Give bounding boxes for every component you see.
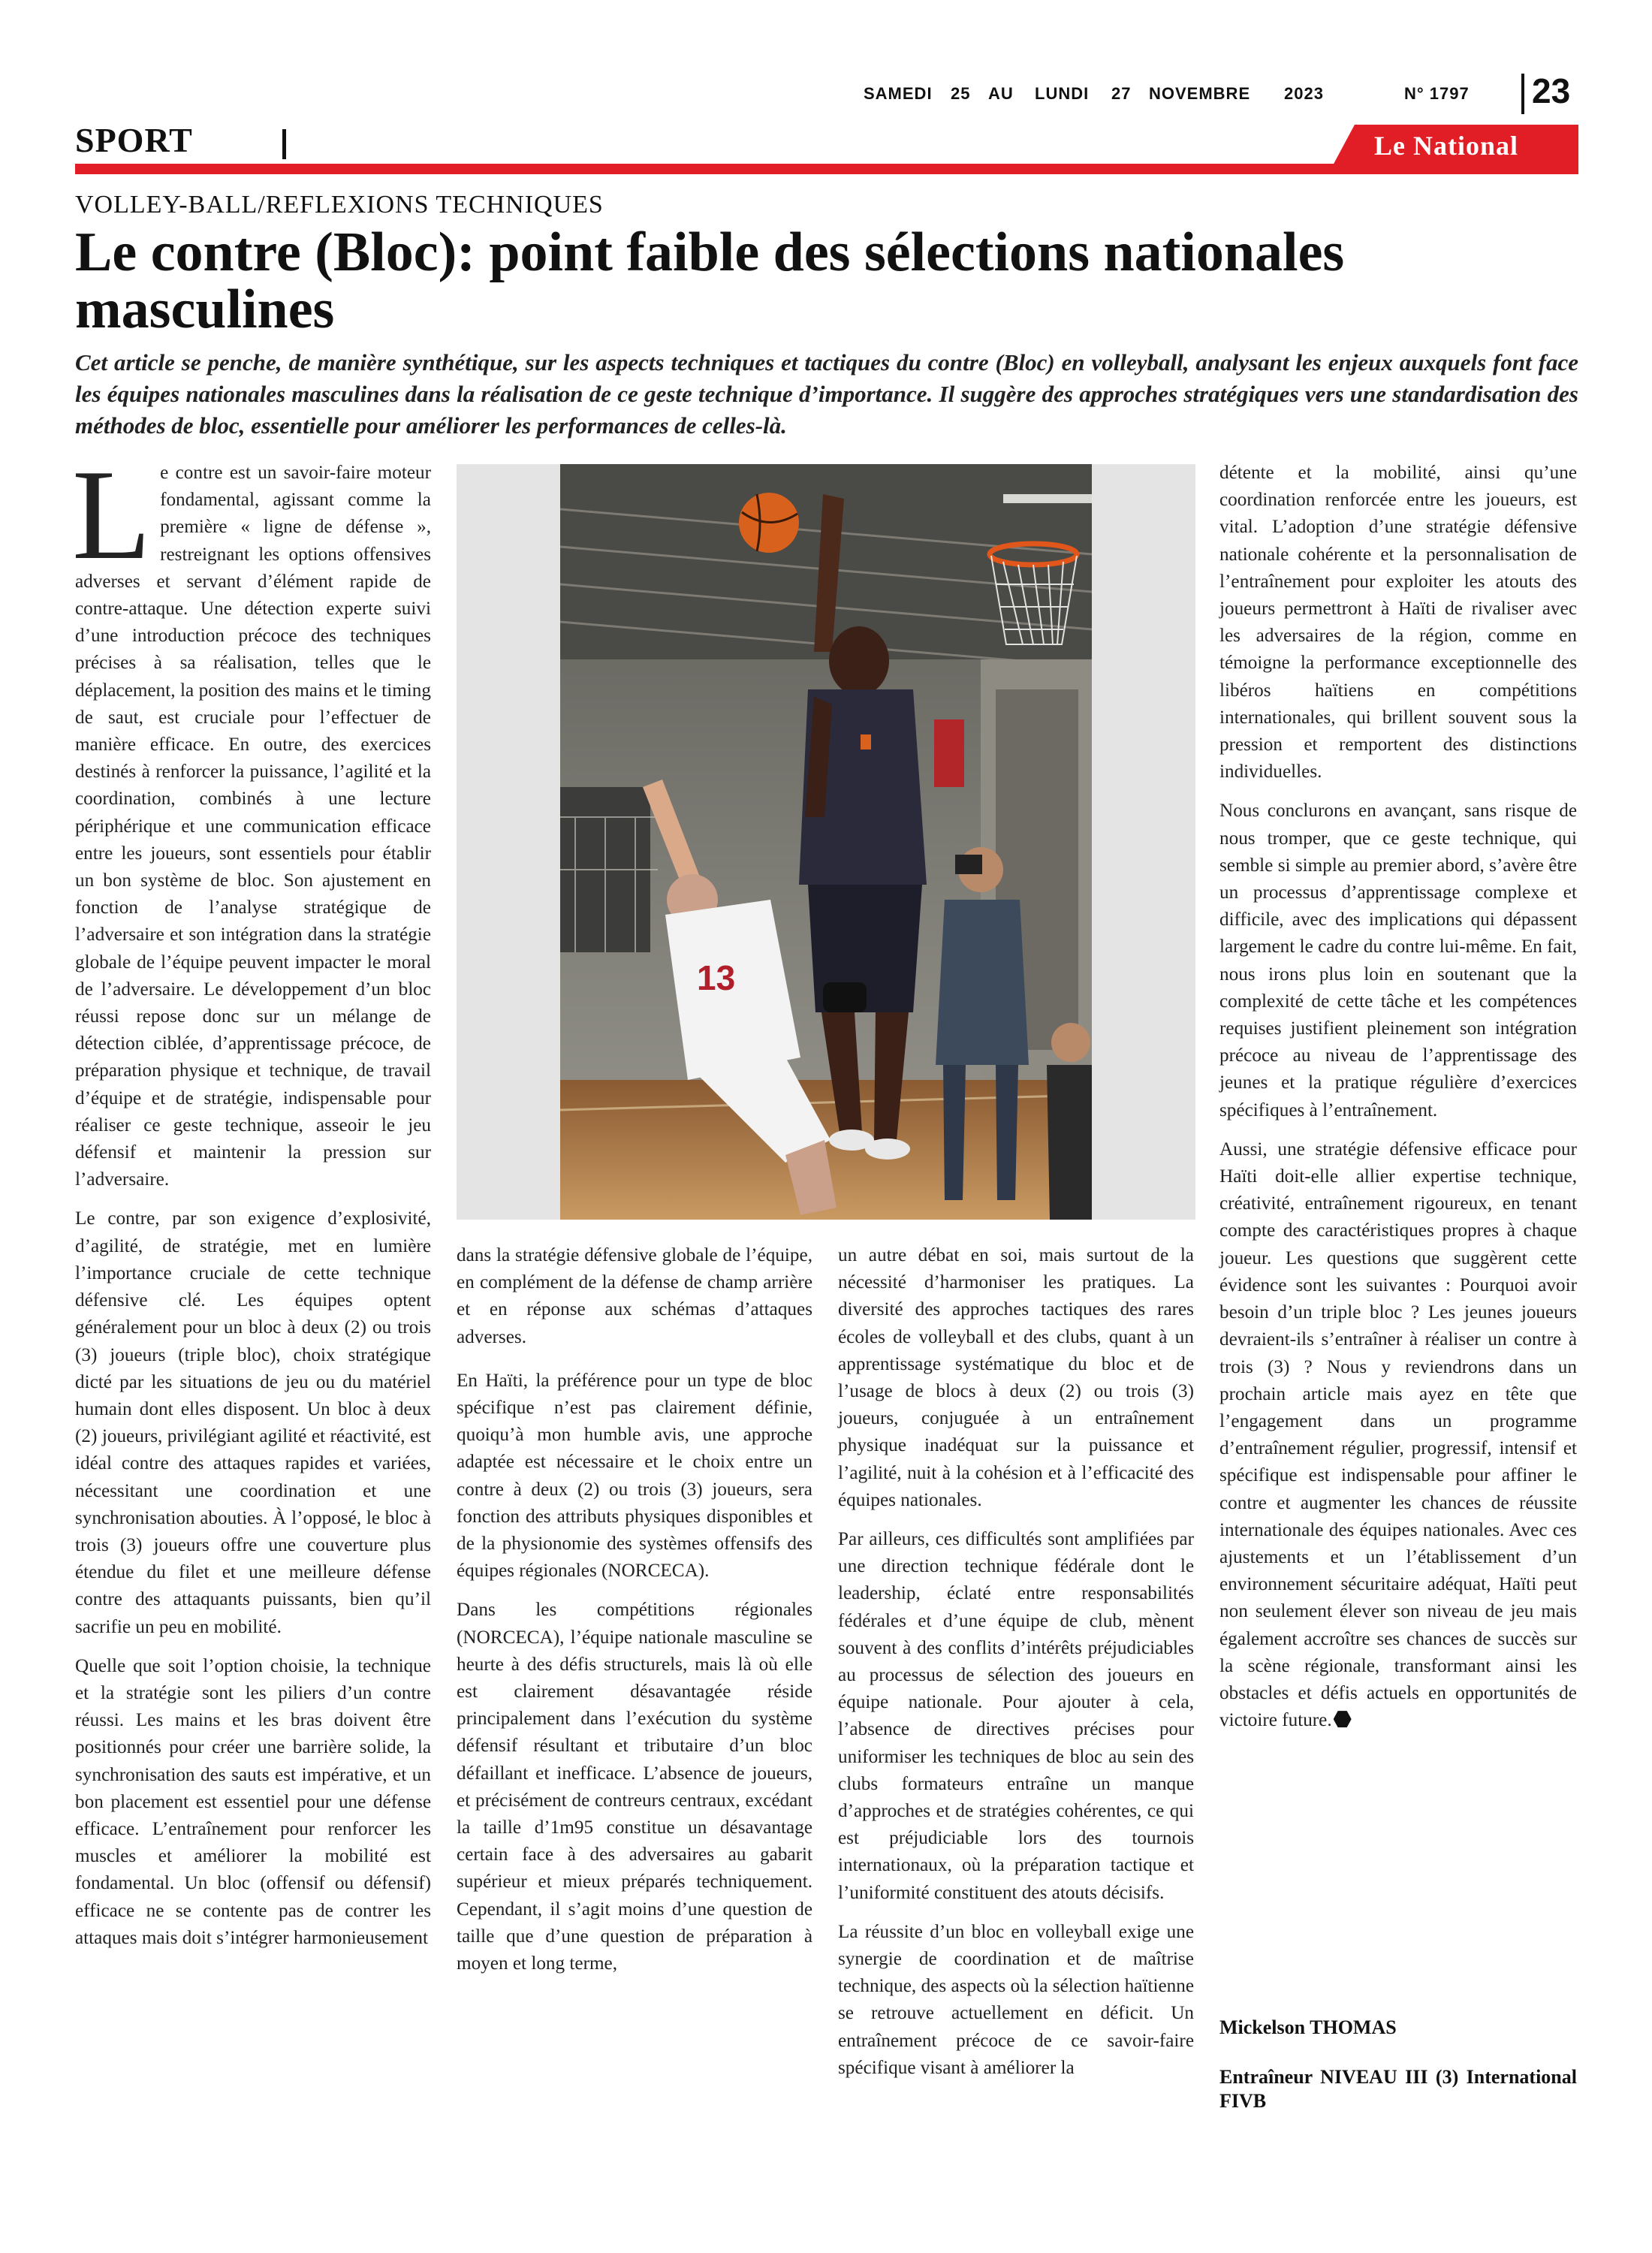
paragraph: dans la stratégie défensive globale de l’équipe, en complément de la défense de champ arrière et en réponse aux schémas d’attaques adverses. — [457, 1245, 812, 1347]
article-standfirst: Cet article se penche, de manière synthétique, sur les aspects techniques et tactiques du contre (Bloc) en volleyball, analysant les enjeux auxquels font face les équipes nationales masculines dans la réalisation de ce geste technique d’importance. Il suggère des approches stratégiques vers une standardisation des méthodes de bloc, essentielle pour améliorer les performances de celles-là. — [75, 349, 1578, 439]
brand-name: Le National — [1374, 131, 1519, 161]
author-name: Mickelson THOMAS — [1219, 2016, 1397, 2038]
paragraph: Quelle que soit l’option choisie, la technique et la stratégie sont les piliers d’un contre réussi. Les mains et les bras doivent être positionnés pour créer une barrière solide, la synchronisation des sauts est impérative, et un bon placement est essentiel pour une défense efficace. L’entraînement pour renforcer les muscles et améliorer la mobilité est fondamental. Un bloc (offensif ou défensif) efficace ne se contente pas de contrer les attaques mais doit s’intégrer harmonieusement — [75, 1655, 431, 1948]
page-number: 23 — [1532, 71, 1571, 110]
article-photo — [560, 464, 1092, 1220]
paragraph: Le contre est un savoir-faire moteur fondamental, agissant comme la première « ligne de défense », restreignant les options offensives adverses et servant d’élément rapide de contre-attaque. Une détection experte suivi d’une introduction précoce des techniques précises à sa réalisation, telles que le déplacement, la position des mains et le timing de saut, est cruciale pour l’effectuer de manière efficace. En outre, des exercices destinés à renforcer la puissance, l’agilité et la coordination, combinés à une lecture périphérique et une communication efficace entre les joueurs, sont essentiels pour établir un bon système de bloc. Son ajustement en fonction de l’analyse stratégique de l’adversaire et son intégration dans la stratégie globale de l’équipe peuvent impacter le moral de l’adversaire. Le développement d’un bloc réussi repose donc sur un mélange de détection ciblée, d’apprentissage précoce, de préparation physique et technique, de travail d’équipe et de stratégie, indispensable pour réaliser ce geste technique, asseoir le jeu défensif et maintenir la pression sur l’adversaire. — [72, 444, 431, 1190]
column-1 — [72, 444, 431, 1964]
paragraph: La réussite d’un bloc en volleyball exige une synergie de coordination et de maîtrise technique, des aspects où la sélection haïtienne se retrouve actuellement en déficit. Un entraînement précoce de ce savoir-faire spécifique visant à améliorer la — [838, 1921, 1194, 2078]
paragraph: détente et la mobilité, ainsi qu’une coordination renforcée entre les joueurs, est vital. L’adoption d’une stratégie défensive nationale cohérente et la personnalisation de l’entraînement pour exploiter les atouts des joueurs permettront à Haïti de rivaliser avec les adversaires de la région, comme en témoigne la performance exceptionnelle des libéros haïtiens en compétitions internationales, qui brillent souvent sous la pression et remportent des distinctions individuelles. — [1219, 463, 1577, 783]
section-label: SPORT — [75, 121, 193, 159]
paragraph: En Haïti, la préférence pour un type de bloc spécifique n’est pas clairement définie, quoiqu’à mon humble avis, une approche adaptée est nécessaire et le choix entre un contre à deux (2) ou trois (3) joueurs, sera fonction des attributs physiques disponibles et de la physionomie des systèmes offensifs des équipes régionales (NORCECA). — [457, 1370, 812, 1582]
paragraph: Nous conclurons en avançant, sans risque de nous tromper, que ce geste technique, qui semble si simple au premier abord, s’avère être un processus d’apprentissage complexe et difficile, avec des implications qui dépassent largement le cadre du contre lui-même. En fait, nous irons plus loin en soutenant que la complexité de cette tâche et les compétences requises justifient pleinement son intégration précoce au niveau de l’apprentissage des jeunes et la pratique régulière d’exercices spécifiques à l’entraînement. — [1219, 801, 1577, 1120]
column-3 — [838, 1242, 1194, 2094]
author-role: Entraîneur NIVEAU III (3) International FIVB — [1219, 2066, 1577, 2112]
drop-cap: L — [72, 444, 152, 587]
date-num2: 27 — [1111, 84, 1132, 103]
byline — [1219, 2016, 1577, 2113]
date-day1: SAMEDI — [864, 84, 933, 103]
date-num1: 25 — [951, 84, 971, 103]
paragraph: un autre débat en soi, mais surtout de la nécessité d’harmoniser les pratiques. La diversité des approches tactiques des rares écoles de volleyball et des clubs, quant à un apprentissage systématique du bloc et de l’usage de blocs à deux (2) ou trois (3) joueurs, conjuguée à un entraînement physique inadéquat sur la puissance et l’agilité, nuit à la cohésion et à l’efficacité des équipes nationales. — [838, 1245, 1194, 1510]
article-kicker: VOLLEY-BALL/REFLEXIONS TECHNIQUES — [75, 191, 604, 219]
jersey-number: 13 — [697, 958, 736, 997]
paragraph: Dans les compétitions régionales (NORCECA), l’équipe nationale masculine se heurte à des défis structurels, mais là où elle est clairement désavantagée réside principalement dans l’exécution du système défensif résultant et tributaire d’un bloc défaillant et inefficace. L’absence de joueurs, et précisément de contreurs centraux, excédant la taille d’1m95 constitue un désavantage certain face à des adversaires au gabarit supérieur et mieux préparés techniquement. Cependant, il s’agit moins d’une question de taille que d’une question de préparation à moyen et long terme, — [457, 1600, 812, 1974]
paragraph: Par ailleurs, ces difficultés sont amplifiées par une direction technique fédérale dont le leadership, éclaté entre responsabilités fédérales et d’une équipe de club, mènent souvent à des conflits d’intérêts préjudiciables au processus de sélection des joueurs en équipe nationale. Pour ajouter à cela, l’absence de directives précises pour uniformiser les techniques de bloc au sein des clubs formateurs entraîne un manque d’approches et de stratégies cohérentes, ce qui est préjudiciable lors des tournois internationaux, où la préparation tactique et l’uniformité constituent des atouts décisifs. — [838, 1529, 1194, 1903]
column-2 — [457, 1242, 812, 1989]
paragraph: Le contre, par son exigence d’explosivité, d’agilité, de stratégie, met en lumière l’importance cruciale de cette technique défensive clé. Les équipes optent généralement pour un bloc à deux (2) ou trois (3) joueurs (triple bloc), choix stratégique dicté par les situations de jeu ou du matériel humain dont elles disposent. Un bloc à deux (2) joueurs, privilégiant agilité et réactivité, est idéal contre des attaques rapides et variées, nécessitant une coordination et une synchronisation abouties. À l’opposé, le bloc à trois (3) joueurs offre une couverture plus étendue du filet et une meilleure défense contre des attaquants puissants, bien qu’il sacrifie un peu en mobilité. — [75, 1208, 431, 1637]
date-day2: LUNDI — [1035, 84, 1090, 103]
end-of-article-icon — [1334, 1710, 1352, 1728]
date-word: AU — [988, 84, 1014, 103]
issue-number: N° 1797 — [1404, 84, 1470, 103]
dateline — [864, 84, 1494, 110]
date-year: 2023 — [1284, 84, 1324, 103]
column-4 — [1219, 460, 1577, 1746]
date-month: NOVEMBRE — [1149, 84, 1251, 103]
section-divider — [282, 129, 286, 159]
paragraph: Aussi, une stratégie défensive efficace pour Haïti doit-elle allier expertise technique, créativité, entraînement rigoureux, en tenant compte des caractéristiques propres à chaque joueur. Les questions que suggèrent cette évidence sont les suivantes : Pourquoi avoir besoin d’un triple bloc ? Les jeunes joueurs devraient-ils s’entraîner à réaliser un contre à trois (3) ? Nous y reviendrons dans un prochain article mais ayez en tête que l’engagement dans un programme d’entraînement régulier, progressif, intensif et spécifique est indispensable pour affiner le contre et augmenter les chances de réussite internationale des équipes nationales. Avec ces ajustements et un l’établissement d’un environnement sécuritaire adéquat, Haïti peut non seulement élever son niveau de jeu mais également accroître ses chances de succès sur la scène régionale, transformant ainsi les obstacles et défis actuels en opportunités de victoire future. — [1219, 1139, 1577, 1731]
article-headline: Le contre (Bloc): point faible des sélections nationales masculines — [75, 222, 1345, 340]
page-number-divider — [1521, 74, 1524, 114]
